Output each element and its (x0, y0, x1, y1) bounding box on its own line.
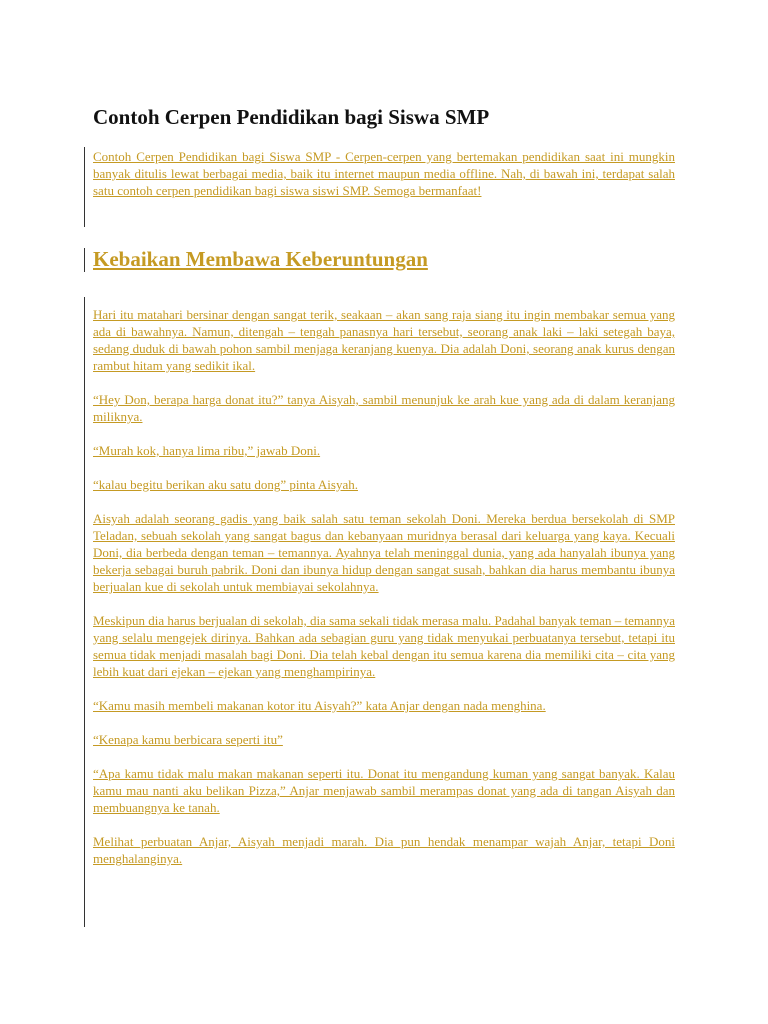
story-body (93, 306, 675, 884)
story-paragraph[interactable]: “kalau begitu berikan aku satu dong” pinta Aisyah. (93, 477, 358, 492)
story-paragraph[interactable]: “Murah kok, hanya lima ribu,” jawab Doni. (93, 443, 321, 458)
page-title: Contoh Cerpen Pendidikan bagi Siswa SMP (93, 105, 490, 129)
margin-rule-heading (84, 248, 85, 272)
story-paragraph[interactable]: “Hey Don, berapa harga donat itu?” tanya Aisyah, sambil menunjuk ke arah kue yang ada di dalam keranjang miliknya. (93, 392, 675, 424)
story-paragraph[interactable]: Hari itu matahari bersinar dengan sangat terik, seakaan – akan sang raja siang itu ingin membakar semua yang ada di bawahnya. Namun, ditengah – tengah panasnya hari tersebut, seorang anak laki – laki setegah baya, sedang duduk di bawah pohon sambil menjaga keranjang kuenya. Dia adalah Doni, seorang anak kurus dengan rambut hitam yang sedikit ikal. (93, 307, 675, 373)
margin-rule-intro (84, 147, 85, 227)
story-paragraph[interactable]: “Kenapa kamu berbicara seperti itu” (93, 732, 283, 747)
margin-rule-story (84, 297, 85, 927)
intro-link[interactable]: Contoh Cerpen Pendidikan bagi Siswa SMP - Cerpen-cerpen yang bertemakan pendidikan saat ini mungkin banyak ditulis lewat berbagai media, baik itu internet maupun media offline. Nah, di bawah ini, terdapat salah satu contoh cerpen pendidikan bagi siswa siswi SMP. Semoga bermanfaat! (93, 149, 675, 198)
story-paragraph[interactable]: “Apa kamu tidak malu makan makanan seperti itu. Donat itu mengandung kuman yang sangat banyak. Kalau kamu mau nanti aku belikan Pizza,” Anjar menjawab sambil merampas donat yang ada di tangan Aisyah dan membuangnya ke tanah. (93, 766, 675, 815)
story-paragraph[interactable]: Meskipun dia harus berjualan di sekolah, dia sama sekali tidak merasa malu. Padahal banyak teman – temannya yang selalu mengejek dirinya. Bahkan ada sebagian guru yang tidak menyukai perbuatanya tersebut, tetapi itu semua tidak menjadi masalah bagi Doni. Dia telah kebal dengan itu semua karena dia memiliki cita – cita yang lebih kuat dari ejekan – ejekan yang menghampirinya. (93, 613, 675, 679)
story-title-link[interactable]: Kebaikan Membawa Keberuntungan (93, 247, 428, 271)
story-paragraph[interactable]: Aisyah adalah seorang gadis yang baik salah satu teman sekolah Doni. Mereka berdua bersekolah di SMP Teladan, sebuah sekolah yang sangat bagus dan kebanyaan muridnya berasal dari keluarga yang kaya. Kecuali Doni, dia berbeda dengan teman – temannya. Ayahnya telah meninggal dunia, yang ada hanyalah ibunya yang bekerja sebagai buruh pabrik. Doni dan ibunya hidup dengan sangat susah, bahkan dia harus membantu ibunya berjualan kue di sekolah untuk membiayai sekolahnya. (93, 511, 675, 594)
story-paragraph[interactable]: “Kamu masih membeli makanan kotor itu Aisyah?” kata Anjar dengan nada menghina. (93, 698, 546, 713)
story-paragraph[interactable]: Melihat perbuatan Anjar, Aisyah menjadi marah. Dia pun hendak menampar wajah Anjar, tetapi Doni menghalanginya. (93, 834, 675, 866)
